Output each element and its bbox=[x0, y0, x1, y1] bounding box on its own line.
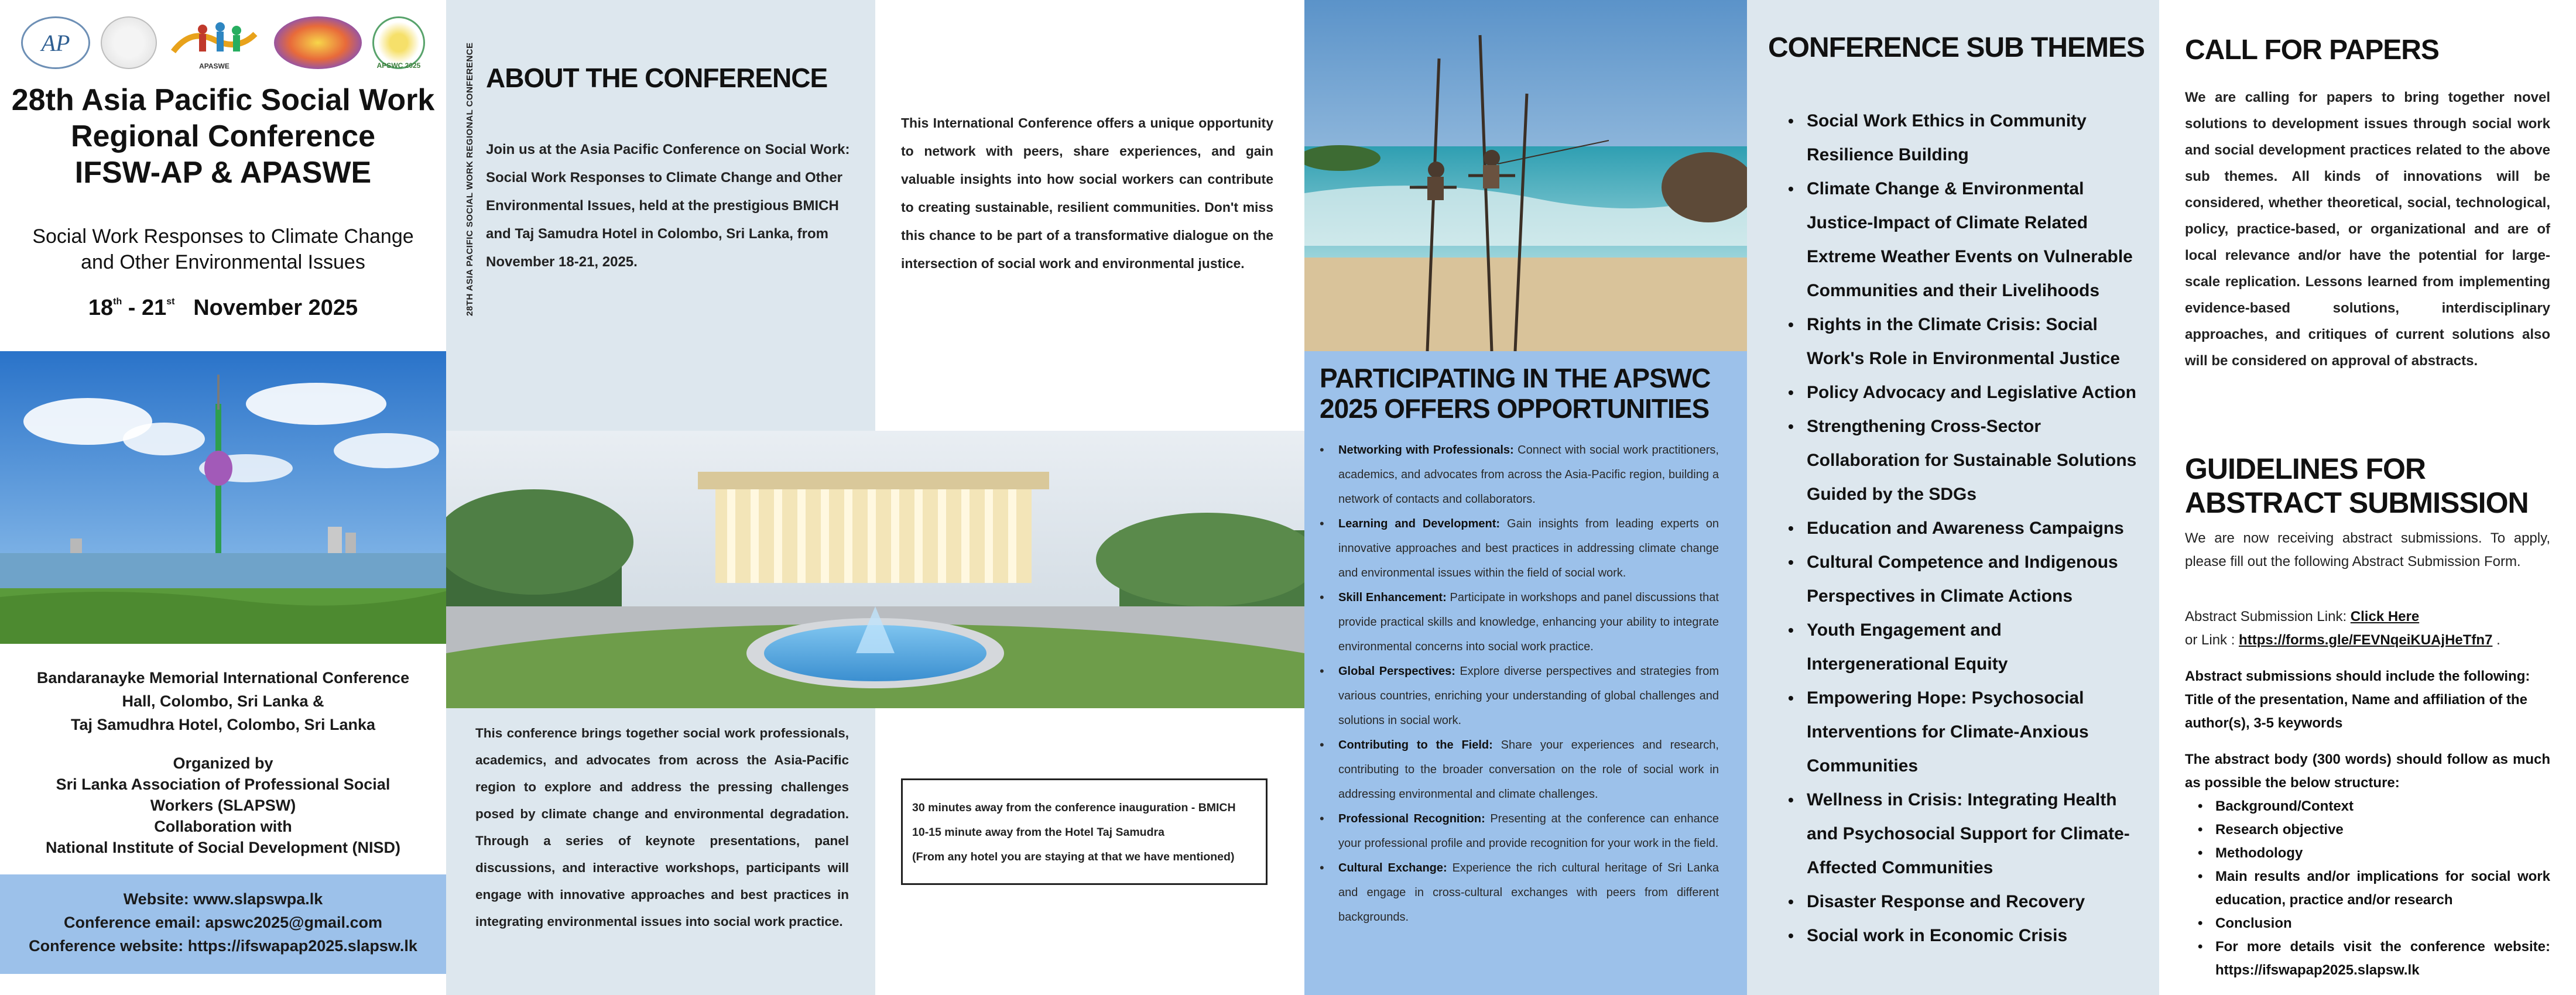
submission-links: Abstract Submission Link: Click Here or Link : https://forms.gle/FEVNqeiKUAjHeTfn7 . bbox=[2185, 609, 2500, 648]
lotus-tower-photo bbox=[0, 351, 446, 644]
list-item: • Networking with Professionals: Connect with social work practitioners, academics, and advocates from across the Asia-Pacific region, building a network of contacts and collaborators. bbox=[1320, 438, 1719, 512]
travel-info-box: 30 minutes away from the conference inauguration - BMICH 10-15 minute away from the Hotel Taj Samudra (From any hotel you are staying at that we have mentioned) bbox=[901, 778, 1268, 885]
list-item: • Skill Enhancement: Participate in workshops and panel discussions that provide practical skills and knowledge, enhancing your ability to integrate environmental concerns into social work practice. bbox=[1320, 585, 1719, 659]
apaswe-logo: APASWE bbox=[167, 16, 261, 69]
form-url-link[interactable]: https://forms.gle/FEVNqeiKUAjHeTfn7 bbox=[2239, 632, 2493, 648]
organizers: Organized by Sri Lanka Association of Professional Social Workers (SLAPSW) Collaboration with National Institute of Social Development (NISD) bbox=[45, 754, 401, 856]
ifsw-ap-logo: AP bbox=[21, 16, 90, 69]
logo-strip bbox=[21, 16, 425, 73]
about-intro: Join us at the Asia Pacific Conference on Social Work: Social Work Responses to Climate Change and Other Environmental Issues, held at the prestigious BMICH and Taj Samudra Hotel in Colombo, Sri Lanka, from November 18-21, 2025. bbox=[486, 142, 850, 270]
stilt-fishermen-photo bbox=[1304, 0, 1747, 351]
apply-text: We are now receiving abstract submissions. To apply, please fill out the following Abstract Submission Form. bbox=[2185, 530, 2550, 569]
list-item: • Social work in Economic Crisis bbox=[1768, 919, 2149, 953]
about-body: This conference brings together social work professionals, academics, and advocates from across the Asia-Pacific region to explore and address the pressing challenges posed by climate change and environmental degradation. Through a series of keynote presentations, panel discussions, and interactive workshops, participants will engage with innovative approaches and best practices in integrating environmental issues into social work practice. bbox=[475, 726, 849, 929]
contact-box bbox=[0, 874, 446, 974]
bmich-photo bbox=[446, 431, 1304, 708]
list-item: • Rights in the Climate Crisis: Social Work's Role in Environmental Justice bbox=[1768, 308, 2149, 376]
nisd-logo bbox=[274, 16, 362, 69]
conference-title: 28th Asia Pacific Social Work Regional Conference IFSW-AP & APASWE bbox=[11, 83, 435, 190]
conference-website-link[interactable]: Conference website: https://ifswapap2025.slapsw.lk bbox=[29, 937, 417, 955]
list-item: • Social Work Ethics in Community Resilience Building bbox=[1768, 104, 2149, 172]
list-item: • Methodology bbox=[2185, 842, 2550, 865]
list-item: • Education and Awareness Campaigns bbox=[1768, 512, 2149, 545]
list-item: • Main results and/or implications for social work education, practice and/or research bbox=[2185, 865, 2550, 912]
website-link[interactable]: Website: www.slapswpa.lk bbox=[123, 890, 323, 908]
list-item: • Research objective bbox=[2185, 818, 2550, 842]
list-item: • Cultural Competence and Indigenous Perspectives in Climate Actions bbox=[1768, 545, 2149, 613]
list-item: • Wellness in Crisis: Integrating Health and Psychosocial Support for Climate-Affected Communities bbox=[1768, 783, 2149, 885]
abstract-structure-intro: The abstract body (300 words) should follow as much as possible the below structure: bbox=[2185, 752, 2550, 791]
list-item: • Conclusion bbox=[2185, 912, 2550, 935]
list-item: • Global Perspectives: Explore diverse perspectives and strategies from various countries, enriching your understanding of global challenges and solutions in social work. bbox=[1320, 659, 1719, 733]
email-link[interactable]: Conference email: apswc2025@gmail.com bbox=[63, 914, 383, 931]
list-item: • Disaster Response and Recovery bbox=[1768, 885, 2149, 919]
list-item: • Climate Change & Environmental Justice-Impact of Climate Related Extreme Weather Events on Vulnerable Communities and their Livelihoods bbox=[1768, 172, 2149, 308]
sub-themes-heading: CONFERENCE SUB THEMES bbox=[1768, 32, 2145, 63]
sub-themes-panel bbox=[1747, 0, 2159, 995]
list-item: • For more details visit the conference website: https://ifswapap2025.slapsw.lk bbox=[2185, 935, 2550, 982]
submission-requirements: Abstract submissions should include the following: Title of the presentation, Name and affiliation of the author(s), 3-5 keywords bbox=[2185, 668, 2530, 731]
apswc-2025-logo: APSWC 2025 bbox=[372, 16, 425, 69]
list-item: • Background/Context bbox=[2185, 795, 2550, 818]
list-item: • Cultural Exchange: Experience the rich cultural heritage of Sri Lanka and engage in cross-cultural exchanges with peers from different backgrounds. bbox=[1320, 856, 1719, 929]
sub-themes-list bbox=[1768, 104, 2149, 953]
call-for-papers-heading: CALL FOR PAPERS bbox=[2185, 35, 2439, 66]
venue: Bandaranayke Memorial International Conference Hall, Colombo, Sri Lanka & Taj Samudhra Hotel, Colombo, Sri Lanka bbox=[36, 669, 410, 733]
globe-logo bbox=[101, 16, 157, 69]
list-item: • Strengthening Cross-Sector Collaboration for Sustainable Solutions Guided by the SDGs bbox=[1768, 410, 2149, 512]
conference-theme: Social Work Responses to Climate Change and Other Environmental Issues bbox=[32, 225, 414, 273]
opportunities-list bbox=[1320, 438, 1719, 929]
list-item: • Professional Recognition: Presenting at the conference can enhance your professional profile and provide recognition for your work in the field. bbox=[1320, 807, 1719, 856]
call-for-papers-text: We are calling for papers to bring together novel solutions to development issues through social work and social development practices related to the above sub themes. All kinds of innovations will be considered, whether theoretical, social, technological, policy, practice-based, or organizational and are of local relevance and/or have the potential for large-scale replication. Lessons learned from implementing evidence-based solutions, interdisciplinary approaches, and critiques of current solutions also will be considered on approval of abstracts. bbox=[2185, 90, 2550, 369]
abstract-structure-list bbox=[2185, 795, 2550, 982]
opportunity-text: This International Conference offers a unique opportunity to network with peers, share experiences, and gain valuable insights into how social workers can contribute to creating sustainable, resilient communities. Don't miss this chance to be part of a transformative dialogue on the intersection of social work and environmental justice. bbox=[901, 115, 1273, 271]
cover-panel bbox=[0, 0, 446, 995]
click-here-link[interactable]: Click Here bbox=[2350, 609, 2420, 625]
conference-dates: 18th - 21st November 2025 bbox=[88, 296, 358, 320]
list-item: • Empowering Hope: Psychosocial Interventions for Climate-Anxious Communities bbox=[1768, 681, 2149, 783]
participation-panel bbox=[1304, 0, 1747, 995]
participation-heading: PARTICIPATING IN THE APSWC 2025 OFFERS OPPORTUNITIES bbox=[1320, 363, 1711, 424]
list-item: • Learning and Development: Gain insights from leading experts on innovative approaches and best practices in addressing climate change and environmental issues within the field of social work. bbox=[1320, 512, 1719, 585]
guidelines-heading: GUIDELINES FOR ABSTRACT SUBMISSION bbox=[2185, 452, 2529, 519]
vertical-caption: 28TH ASIA PACIFIC SOCIAL WORK REGIONAL CONFERENCE bbox=[465, 42, 475, 316]
about-heading: ABOUT THE CONFERENCE bbox=[486, 63, 828, 93]
list-item: • Policy Advocacy and Legislative Action bbox=[1768, 376, 2149, 410]
list-item: • Contributing to the Field: Share your experiences and research, contributing to the broader conversation on the role of social work in addressing environmental and climate challenges. bbox=[1320, 733, 1719, 807]
call-for-papers-panel bbox=[2159, 0, 2576, 995]
list-item: • Youth Engagement and Intergenerational Equity bbox=[1768, 613, 2149, 681]
